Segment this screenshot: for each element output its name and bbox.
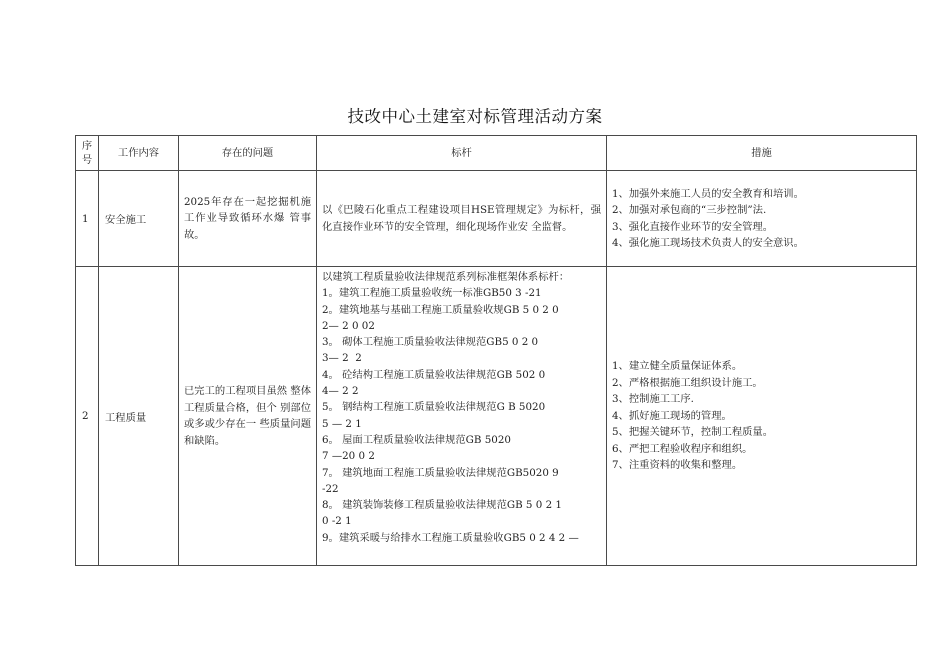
- list-item: 7。 建筑地面工程施工质量验收法律规范GB5020 9: [322, 466, 559, 479]
- list-item: 3、控制施工工序.: [612, 393, 694, 406]
- list-item: 4— 2 2: [322, 385, 359, 398]
- cell-problem: 2025年存在一起挖掘机施工作业导致循环水爆 管事故。: [179, 171, 317, 267]
- list-item: 4、强化施工现场技术负责人的安全意识。: [612, 237, 804, 249]
- list-item: 2、严格根据施工组织设计施工。: [612, 376, 763, 389]
- benchmark-intro: 以建筑工程质量验收法律规范系列标准框架体系标杆：: [322, 271, 570, 283]
- list-item: 3— 2 2: [322, 352, 362, 365]
- cell-benchmark: 以《巴陵石化重点工程建设项目HSE管理规定》为标杆，强化直接作业环节的安全管理，细化现场作业安 全监督。: [317, 171, 607, 267]
- header-measures: 措施: [607, 136, 917, 171]
- list-item: 5 — 2 1: [322, 417, 362, 430]
- list-item: 4。 砼结构工程施工质量验收法律规范GB 502 0: [322, 368, 546, 381]
- cell-no: 1: [76, 171, 99, 267]
- benchmark-list: [322, 285, 601, 546]
- cell-no: 2: [76, 267, 99, 566]
- list-item: 1。建筑工程施工质量验收统一标准GB50 3 -21: [322, 287, 542, 300]
- cell-measures: [607, 267, 917, 566]
- list-item: 1、建立健全质量保证体系。: [612, 360, 743, 373]
- cell-benchmark: [317, 267, 607, 566]
- table-row: [76, 171, 917, 267]
- list-item: 0 -2 1: [322, 515, 352, 528]
- list-item: 9。建筑采暖与给排水工程施工质量验收GB5 0 2 4 2 —: [322, 531, 579, 544]
- header-problem: 存在的问题: [179, 136, 317, 171]
- list-item: 4、抓好施工现场的管理。: [612, 409, 732, 422]
- list-item: 8。 建筑装饰装修工程质量验收法律规范GB 5 0 2 1: [322, 499, 562, 512]
- list-item: 6。 屋面工程质量验收法律规范GB 5020: [322, 433, 511, 446]
- list-item: 3、强化直接作业环节的安全管理。: [612, 220, 774, 233]
- header-benchmark: 标杆: [317, 136, 607, 171]
- table-header-row: [76, 136, 917, 171]
- list-item: 5、把握关键环节，控制工程质量。: [612, 426, 774, 439]
- list-item: 6、严把工程验收程序和组织。: [612, 442, 753, 455]
- measures-list: [612, 186, 911, 252]
- cell-work: 工程质量: [99, 267, 179, 566]
- cell-measures: [607, 171, 917, 267]
- list-item: 7、注重资料的收集和整理。: [612, 459, 743, 472]
- cell-work: 安全施工: [99, 171, 179, 267]
- cell-problem: 已完工的工程项目虽然 整体工程质量合格，但个 别部位或多或少存在一 些质量问题和缺陷。: [179, 267, 317, 566]
- list-item: -22: [322, 482, 339, 495]
- plan-table: [75, 135, 917, 566]
- header-work: 工作内容: [99, 136, 179, 171]
- measures-list: [612, 358, 911, 474]
- list-item: 2— 2 0 02: [322, 319, 375, 332]
- list-item: 3。 砌体工程施工质量验收法律规范GB5 0 2 0: [322, 336, 539, 349]
- page-title: 技改中心土建室对标管理活动方案: [347, 107, 603, 126]
- header-no: 序号: [76, 136, 99, 171]
- list-item: 1、加强外来施工人员的安全教育和培训。: [612, 187, 804, 200]
- list-item: 5。 钢结构工程施工质量验收法律规范G B 5020: [322, 401, 546, 414]
- table-row: [76, 267, 917, 566]
- list-item: 7 —20 0 2: [322, 450, 375, 463]
- list-item: 2、加强对承包商的“三步控制”法.: [612, 204, 767, 216]
- list-item: 2。建筑地基与基础工程施工质量验收规GB 5 0 2 0: [322, 303, 559, 316]
